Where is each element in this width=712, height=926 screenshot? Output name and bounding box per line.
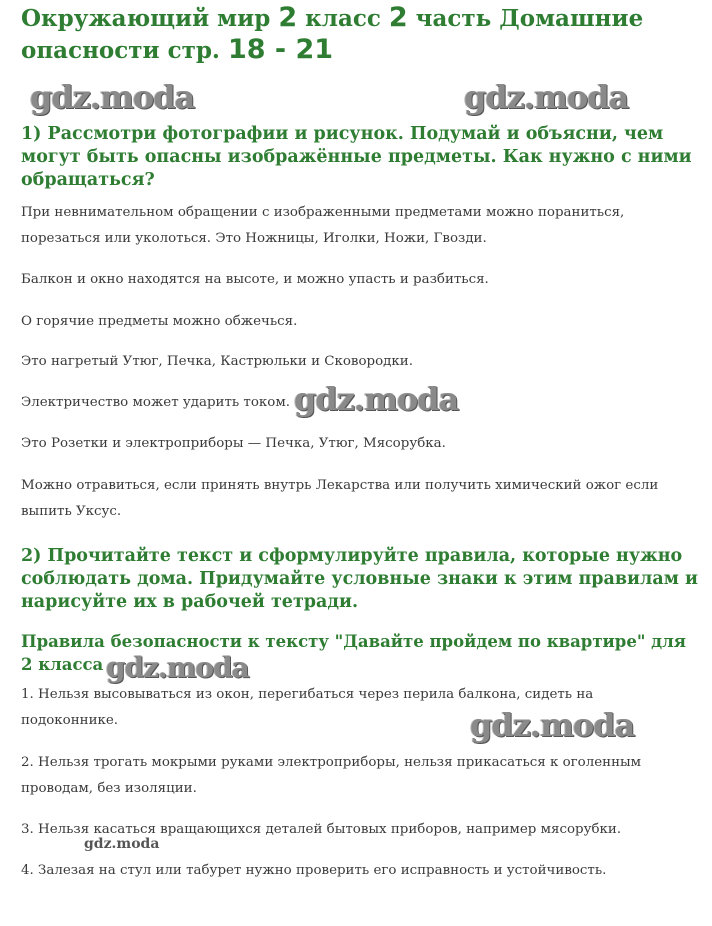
rule-item: 2. Нельзя трогать мокрыми руками электроприборы, нельзя прикасаться к оголенным проводам, без изоляции. bbox=[21, 755, 642, 796]
rule-item: 4. Залезая на стул или табурет нужно проверить его исправность и устойчивость. bbox=[21, 863, 607, 878]
answer-paragraph: Это Розетки и электроприборы — Печка, Утюг, Мясорубка. bbox=[21, 436, 446, 451]
answer-paragraph: О горячие предметы можно обжечься. bbox=[21, 314, 298, 329]
page-title bbox=[21, 2, 701, 66]
watermark: gdz.moda bbox=[106, 651, 249, 684]
watermark: gdz.moda bbox=[84, 836, 160, 852]
title-text: класс bbox=[297, 5, 389, 32]
answer-paragraph: Балкон и окно находятся на высоте, и можно упасть и разбиться. bbox=[21, 272, 489, 287]
rule-item: 3. Нельзя касаться вращающихся деталей бытовых приборов, например мясорубки. bbox=[21, 822, 622, 837]
answer-paragraph: При невнимательном обращении с изображенными предметами можно пораниться, порезаться или уколоться. Это Ножницы, Иголки, Ножи, Гвозди. bbox=[21, 205, 625, 246]
rules-subheading: Правила безопасности к тексту "Давайте пройдем по квартире" для 2 класса bbox=[21, 632, 686, 674]
watermark: gdz.moda bbox=[464, 78, 629, 116]
question-1-heading: 1) Рассмотри фотографии и рисунок. Подумай и объясни, чем могут быть опасны изображённые предметы. Как нужно с ними обращаться? bbox=[21, 124, 692, 190]
watermark: gdz.moda bbox=[30, 78, 195, 116]
title-text: Окружающий мир bbox=[21, 5, 279, 32]
answer-paragraph: Электричество может ударить током. bbox=[21, 395, 291, 410]
rule-item: 1. Нельзя высовываться из окон, перегибаться через перила балкона, сидеть на подоконнике. bbox=[21, 687, 594, 728]
watermark: gdz.moda bbox=[294, 380, 459, 418]
part-number: 2 bbox=[388, 2, 408, 33]
watermark: gdz.moda bbox=[470, 706, 635, 744]
title-text: часть Домашние опасности стр. bbox=[21, 5, 644, 64]
question-2-heading: 2) Прочитайте текст и сформулируйте правила, которые нужно соблюдать дома. Придумайте условные знаки к этим правилам и нарисуйте их в рабочей тетради. bbox=[21, 546, 698, 612]
grade-number: 2 bbox=[278, 2, 298, 33]
answer-paragraph: Можно отравиться, если принять внутрь Лекарства или получить химический ожог если выпить Уксус. bbox=[21, 478, 659, 519]
answer-paragraph: Это нагретый Утюг, Печка, Кастрюльки и Сковородки. bbox=[21, 354, 413, 369]
page-range: 18 - 21 bbox=[227, 34, 334, 65]
